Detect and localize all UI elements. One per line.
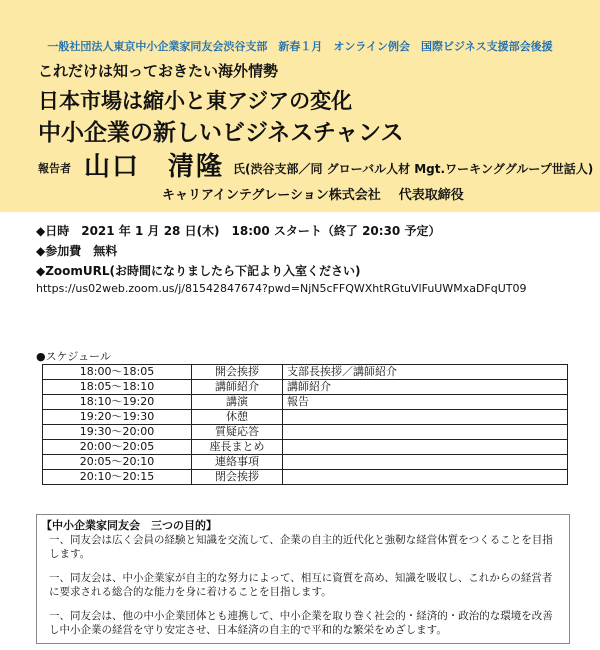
schedule-detail <box>283 440 568 455</box>
organizer-line: 一般社団法人東京中小企業家同友会渋谷支部 新春１月 オンライン例会 国際ビジネス支援部会後援 <box>47 40 553 53</box>
company-name: キャリアインテグレーション株式会社 <box>162 188 381 203</box>
schedule-time: 19:30～20:00 <box>43 425 192 440</box>
table-row <box>43 425 568 440</box>
schedule-detail <box>283 470 568 485</box>
schedule-time: 20:05～20:10 <box>43 455 192 470</box>
schedule-item: 質疑応答 <box>192 425 283 440</box>
title-line-2: 中小企業の新しいビジネスチャンス <box>38 120 404 146</box>
schedule-time: 19:20～19:30 <box>43 410 192 425</box>
subtitle: これだけは知っておきたい海外情勢 <box>38 62 279 80</box>
purpose-heading: 【中小企業家同友会 三つの目的】 <box>41 519 217 532</box>
table-row <box>43 395 568 410</box>
zoom-label: ◆ZoomURL(お時間になりましたら下記より入室ください) <box>36 264 361 278</box>
event-fee: ◆参加費 無料 <box>36 244 118 258</box>
schedule-item: 講師紹介 <box>192 380 283 395</box>
reporter-role: 氏(渋谷支部／同 グローバル人材 Mgt.ワーキンググループ世話人) <box>233 162 594 176</box>
zoom-url-link[interactable]: https://us02web.zoom.us/j/81542847674?pwd=NjN5cFFQWXhtRGtuVlFuUWMxaDFqUT09 <box>36 282 527 295</box>
title-line-1: 日本市場は縮小と東アジアの変化 <box>38 89 353 113</box>
schedule-detail: 支部長挨拶／講師紹介 <box>283 365 568 380</box>
company-position: 代表取締役 <box>398 188 464 203</box>
schedule-detail: 講師紹介 <box>283 380 568 395</box>
schedule-detail <box>283 455 568 470</box>
reporter-name: 山口 清隆 <box>84 152 225 182</box>
schedule-item: 休憩 <box>192 410 283 425</box>
purpose-paragraph: 一、同友会は広く会員の経験と知識を交流して、企業の自主的近代化と強靭な経営体質をつくることを目指します。 <box>49 534 553 560</box>
event-date: ◆日時 2021 年 1 月 28 日(木) 18:00 スタート（終了 20:30 予定） <box>36 224 441 238</box>
schedule-item: 座長まとめ <box>192 440 283 455</box>
table-row <box>43 455 568 470</box>
table-row <box>43 380 568 395</box>
schedule-time: 18:05～18:10 <box>43 380 192 395</box>
table-row <box>43 440 568 455</box>
schedule-item: 講演 <box>192 395 283 410</box>
schedule-detail <box>283 425 568 440</box>
schedule-time: 18:10～19:20 <box>43 395 192 410</box>
schedule-detail: 報告 <box>283 395 568 410</box>
schedule-item: 開会挨拶 <box>192 365 283 380</box>
schedule-time: 20:00～20:05 <box>43 440 192 455</box>
schedule-item: 連絡事項 <box>192 455 283 470</box>
schedule-item: 閉会挨拶 <box>192 470 283 485</box>
purpose-paragraph: 一、同友会は、他の中小企業団体とも連携して、中小企業を取り巻く社会的・経済的・政治的な環境を改善し中小企業の経営を守り安定させ、日本経済の自主的で平和的な繁栄をめざします。 <box>49 610 553 636</box>
schedule-time: 18:00～18:05 <box>43 365 192 380</box>
company-line <box>162 184 464 203</box>
header-banner <box>0 0 600 212</box>
schedule-table <box>42 364 568 485</box>
table-row <box>43 410 568 425</box>
reporter-label: 報告者 <box>38 162 71 175</box>
table-row <box>43 470 568 485</box>
purpose-box <box>36 514 570 644</box>
schedule-label: ●スケジュール <box>36 350 111 363</box>
schedule-detail <box>283 410 568 425</box>
schedule-time: 20:10～20:15 <box>43 470 192 485</box>
purpose-paragraph: 一、同友会は、中小企業家が自主的な努力によって、相互に資質を高め、知識を吸収し、これからの経営者に要求される総合的な能力を身に着けることを目指します。 <box>49 572 553 598</box>
table-row <box>43 365 568 380</box>
